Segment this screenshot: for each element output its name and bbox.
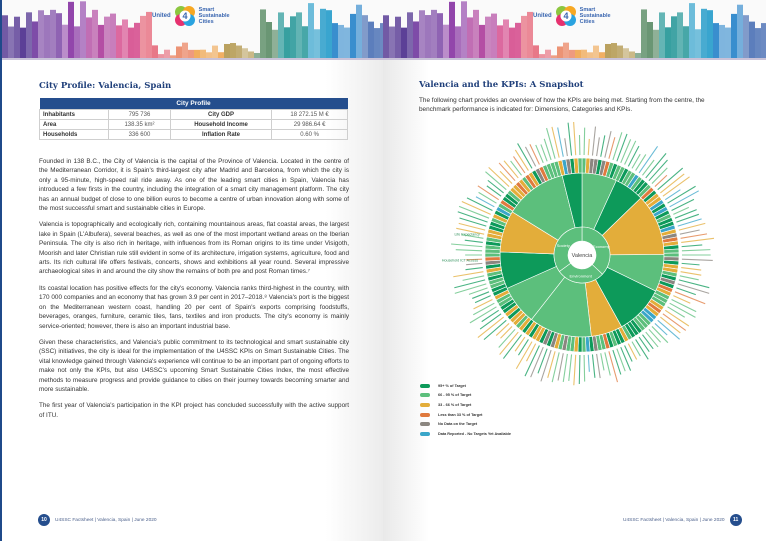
row-label: Area	[40, 120, 109, 130]
page-number-badge: 11	[730, 514, 742, 526]
kpi-label	[682, 263, 700, 265]
kpi-label	[487, 186, 501, 196]
kpi-label	[455, 284, 486, 293]
kpi-label	[680, 276, 699, 280]
banner-bottom-line	[2, 58, 385, 60]
skyline-building	[503, 19, 509, 60]
legend-swatch	[420, 432, 430, 436]
kpi-label	[504, 161, 518, 178]
legend-item	[420, 410, 511, 420]
kpi-label	[672, 199, 694, 210]
kpi-label	[613, 132, 622, 160]
legend-swatch	[420, 422, 430, 426]
skyline-building	[695, 29, 701, 60]
kpi-label	[601, 353, 604, 370]
kpi-label	[558, 128, 564, 157]
kpi-label	[681, 268, 701, 271]
skyline-building	[284, 27, 290, 60]
skyline-building	[140, 16, 146, 60]
kpi-label	[588, 355, 589, 372]
kpi-label	[538, 349, 547, 374]
skyline-building	[44, 15, 50, 60]
kpi-label	[476, 197, 494, 207]
kpi-label	[473, 303, 494, 315]
kpi-label	[511, 161, 522, 175]
legend-item	[420, 419, 511, 429]
paragraph: The first year of Valencia's participation in the KPI project has concluded successfully with the active support of ITU.	[39, 402, 349, 419]
header-banner	[383, 0, 766, 60]
section-title: Valencia and the KPIs: A Snapshot	[419, 80, 584, 90]
kpi-label	[565, 138, 568, 156]
kpi-label	[652, 168, 667, 184]
chart-center-label: Valencia	[571, 253, 593, 259]
kpi-label	[681, 272, 702, 275]
right-page	[383, 0, 766, 541]
skyline-building	[647, 22, 653, 60]
legend-swatch	[420, 403, 430, 407]
skyline-building	[641, 9, 647, 60]
skyline-building	[260, 9, 266, 60]
header-banner	[2, 0, 385, 60]
skyline-building	[68, 2, 74, 60]
kpi-label	[628, 146, 639, 166]
skyline-building	[749, 22, 755, 60]
skyline-building	[50, 10, 56, 60]
kpi-label	[569, 354, 572, 381]
skyline-building	[80, 1, 86, 60]
kpi-label	[474, 299, 493, 308]
kpi-label	[463, 276, 485, 281]
skyline-building	[290, 16, 296, 60]
skyline-building	[407, 12, 413, 60]
skyline-building	[116, 25, 122, 60]
table-row	[40, 130, 348, 140]
skyline-building	[338, 25, 344, 60]
skyline-building	[344, 28, 350, 60]
kpi-segment	[485, 253, 500, 257]
skyline-building	[368, 22, 374, 60]
skyline-building	[74, 26, 80, 60]
skyline-building	[605, 44, 611, 60]
skyline-building	[362, 15, 368, 60]
skyline-building	[266, 22, 272, 60]
skyline-building	[356, 5, 362, 60]
skyline-building	[665, 27, 671, 60]
kpi-label	[500, 326, 512, 338]
kpi-label	[605, 352, 610, 375]
skyline-building	[272, 30, 278, 60]
row-value: 795 736	[109, 110, 171, 120]
kpi-label	[642, 335, 653, 349]
skyline-building	[743, 15, 749, 60]
kpi-label	[639, 146, 657, 173]
skyline-building	[56, 13, 62, 60]
kpi-label	[682, 250, 710, 251]
kpi-label	[574, 355, 576, 385]
skyline-building	[176, 46, 182, 60]
kpi-text-label: Household ICT Access	[441, 258, 479, 263]
skyline-building	[38, 10, 44, 60]
kpi-label	[672, 299, 697, 311]
row-label-2: Inflation Rate	[170, 130, 271, 140]
legend-item	[420, 400, 511, 410]
skyline-building	[401, 28, 407, 60]
skyline-building	[725, 28, 731, 60]
kpi-label	[496, 323, 509, 335]
legend-item	[420, 381, 511, 391]
kpi-label	[682, 259, 713, 260]
skyline-building	[455, 26, 461, 60]
skyline-building	[62, 25, 68, 60]
skyline-building	[92, 10, 98, 60]
skyline-building	[563, 43, 569, 60]
paragraph: Founded in 138 B.C., the City of Valencia is the capital of the Province of Valencia. Located in the centre of the Mediterranean Corridor, it is Spain's third-largest city after Madrid and Barcelona, from which the city is only a 95-minute, high-speed rail ride away. As one of the leading smart cities in Spain, Valencia has introduced a few firsts in the country, including the integration of a smart city management platform. The city has an annual budget of close to one billion euros to become a centre of urban innovation along with some of the most successful smart and sustainable cities in Europe.	[39, 158, 349, 213]
row-label: Households	[40, 130, 109, 140]
skyline-building	[128, 28, 134, 60]
skyline-building	[659, 12, 665, 60]
skyline-building	[2, 15, 8, 60]
kpi-label	[646, 332, 658, 347]
legend-label: Data Reported - No Targets Yet Available	[438, 431, 512, 436]
kpi-label	[665, 190, 680, 200]
kpi-text-label: Life Expectancy	[454, 232, 480, 237]
legend-swatch	[420, 413, 430, 417]
skyline-building	[443, 25, 449, 60]
skyline-building	[14, 17, 20, 60]
kpi-label	[579, 355, 580, 384]
skyline-building	[122, 19, 128, 60]
dimension-label: Society	[556, 242, 570, 248]
chart-legend	[420, 381, 511, 439]
table-row	[40, 120, 348, 130]
kpi-label	[453, 272, 483, 277]
kpi-label	[526, 344, 535, 362]
kpi-label	[584, 355, 585, 382]
row-value-2: 18 272.15 M €	[272, 110, 348, 120]
skyline-building	[491, 14, 497, 60]
kpi-label	[482, 310, 499, 321]
skyline-building	[677, 12, 683, 60]
table-caption: City Profile	[40, 98, 348, 110]
kpi-label	[465, 240, 483, 242]
page-title: City Profile: Valencia, Spain	[39, 81, 172, 91]
kpi-label	[458, 212, 488, 222]
kpi-label	[681, 238, 714, 242]
legend-label: Less than 33 % of Target	[438, 412, 483, 417]
kpi-label	[678, 284, 709, 293]
skyline-building	[737, 5, 743, 60]
logo-digit: 4	[563, 11, 569, 21]
kpi-label	[617, 134, 627, 161]
kpi-label	[625, 141, 636, 165]
skyline-building	[8, 27, 14, 60]
kpi-label	[680, 230, 700, 234]
skyline-building	[26, 12, 32, 60]
row-value-2: 29 986.64 €	[272, 120, 348, 130]
skyline-building	[374, 28, 380, 60]
skyline-building	[395, 17, 401, 60]
kpi-label	[558, 353, 563, 380]
skyline-building	[689, 3, 695, 60]
kpi-label	[456, 250, 482, 251]
skyline-building	[473, 10, 479, 60]
kpi-label	[636, 339, 649, 359]
kpi-label	[568, 123, 571, 156]
skyline-building	[617, 46, 623, 60]
skyline-building	[731, 14, 737, 60]
logo-mark-icon	[174, 6, 196, 26]
skyline-building	[134, 23, 140, 60]
kpi-segment	[485, 257, 500, 261]
kpi-segment	[578, 158, 582, 173]
row-label-2: City GDP	[170, 110, 271, 120]
kpi-segment	[582, 337, 586, 352]
skyline-building	[485, 17, 491, 60]
skyline-building	[302, 26, 308, 60]
kpi-label	[479, 192, 497, 203]
skyline-building	[383, 15, 389, 60]
kpi-label	[655, 323, 667, 335]
kpi-label	[500, 171, 512, 183]
legend-label: 66 - 95 % of Target	[438, 393, 472, 398]
skyline-building	[461, 1, 467, 60]
kpi-label	[563, 354, 567, 382]
skyline-building	[431, 10, 437, 60]
skyline-building	[425, 15, 431, 60]
skyline-building	[515, 23, 521, 60]
paragraph: Its coastal location has positive effects for the city's economy. Valencia ranks third-highest in the country, with 170 000 companies and an economy that has grown 3.9 per cent in 2017–2018.⁸ Valencia's port is the biggest on the Mediterranean western coast, handling 20 per cent of Spain's exports comprising foodstuffs, beverages, oranges, furniture, ceramic tiles, fans, textiles and iron products. The city's economy is mainly service-oriented; however, there is also an important industrial base.	[39, 284, 349, 330]
skyline-building	[389, 27, 395, 60]
kpi-label	[584, 128, 585, 155]
footer-text: U4SSC Factsheet | Valencia, Spain | June 2020	[55, 517, 157, 523]
kpi-label	[658, 168, 683, 190]
table-row	[40, 110, 348, 120]
kpi-label	[601, 135, 605, 156]
kpi-label	[597, 137, 600, 156]
footer-right	[623, 514, 742, 526]
legend-item	[420, 429, 511, 439]
skyline-building	[308, 3, 314, 60]
skyline-building	[611, 43, 617, 60]
skyline-building	[713, 23, 719, 60]
legend-swatch	[420, 384, 430, 388]
skyline-building	[326, 10, 332, 60]
kpi-label	[592, 127, 595, 156]
kpi-label	[515, 150, 528, 171]
kpi-label	[592, 354, 594, 377]
logo-text-right: Smart Sustainable Cities	[579, 7, 611, 25]
kpi-label	[466, 268, 483, 270]
footer-left	[38, 514, 157, 526]
row-label-2: Household Income	[170, 120, 271, 130]
kpi-label	[513, 156, 524, 172]
skyline-building	[707, 10, 713, 60]
dimension-label: Economy	[592, 244, 610, 250]
skyline-building	[278, 12, 284, 60]
paragraph: Valencia is topographically and ecologically rich, containing mountainous areas, flat coastal areas, the largest lake in Spain (L'Albufera), several beaches, as well as one of the most important wetland areas on the Iberian Peninsula. The city is also rich in heritage, with influences from its Roman origins to its time under Visigoth, Moorish and later Christian rule still evident in some of its architecture, irrigation systems, agriculture, food and arts. Its rich cultural life offers festivals, concerts, shows and exhibitions all year round. Several impressive archaeological sites in and around the city show the remains of both pre and post Roman times.⁷	[39, 221, 349, 276]
skyline-building	[350, 14, 356, 60]
skyline-building	[671, 16, 677, 60]
skyline-building	[212, 46, 218, 60]
kpi-label	[518, 339, 528, 355]
kpi-label	[459, 206, 489, 218]
skyline-building	[449, 2, 455, 60]
legend-label: 95+ % of Target	[438, 383, 466, 388]
row-value-2: 0.60 %	[272, 130, 348, 140]
skyline-building	[32, 21, 38, 60]
body-text	[39, 157, 349, 427]
skyline-building	[479, 25, 485, 60]
skyline-building	[557, 46, 563, 60]
legend-swatch	[420, 393, 430, 397]
skyline-building	[296, 12, 302, 60]
skyline-building	[593, 46, 599, 60]
logo-text-united: United	[533, 13, 552, 19]
kpi-label	[682, 245, 703, 247]
kpi-label	[679, 280, 709, 288]
kpi-label	[639, 337, 649, 352]
skyline-building	[437, 13, 443, 60]
kpi-label	[636, 154, 646, 170]
kpi-label	[668, 307, 685, 317]
row-label: Inhabitants	[40, 110, 109, 120]
kpi-sunburst-chart	[441, 125, 712, 385]
skyline-building	[182, 43, 188, 60]
skyline-building	[755, 28, 761, 60]
kpi-label	[621, 347, 631, 370]
kpi-label	[454, 280, 485, 288]
skyline-building	[653, 30, 659, 60]
kpi-label	[466, 263, 482, 264]
logo-mark-icon	[555, 6, 577, 26]
city-profile-table	[39, 98, 348, 140]
row-value: 336 600	[109, 130, 171, 140]
legend-item	[420, 391, 511, 401]
logo-digit: 4	[182, 11, 188, 21]
banner-bottom-line	[383, 58, 766, 60]
footer-text: U4SSC Factsheet | Valencia, Spain | June 2020	[623, 517, 725, 523]
skyline-building	[761, 23, 766, 60]
skyline-building	[701, 9, 707, 60]
kpi-label	[642, 160, 654, 175]
row-value: 138.35 km²	[109, 120, 171, 130]
skyline-building	[332, 23, 338, 60]
legend-label: No Data on the Target	[438, 422, 478, 427]
kpi-label	[525, 147, 535, 167]
page-number-badge: 10	[38, 514, 50, 526]
dimension-label: Environment	[569, 273, 592, 279]
kpi-label	[621, 139, 631, 162]
skyline-building	[20, 28, 26, 60]
skyline-building	[236, 46, 242, 60]
skyline-building	[224, 44, 230, 60]
intro-text: The following chart provides an overview of how the KPIs are being met. Starting from the centre, the benchmark performance is indicated for: Dimensions, Categories and KPIs.	[419, 97, 705, 113]
kpi-label	[574, 122, 576, 155]
paragraph: Given these characteristics, and Valencia's public commitment to its technological and smart sustainable city (SSC) initiatives, the city is ideal for the implementation of the U4SSC KPIs on Smart Sustainable Cities. The vital knowledge gained through Valencia's experience will continue to be an important part of ongoing efforts to make not only the KPIs, but also U4SSC's upcoming Smart Sustainable Cities Index, the most effective methods to measure progress and provide guidance to cities on their journey towards becoming smarter and more sustainable.	[39, 338, 349, 393]
kpi-label	[655, 175, 667, 186]
skyline-building	[86, 17, 92, 60]
skyline-building	[104, 17, 110, 60]
skyline-building	[683, 26, 689, 60]
skyline-building	[413, 21, 419, 60]
u4ssc-logo	[152, 6, 230, 26]
skyline-building	[110, 14, 116, 60]
skyline-building	[98, 25, 104, 60]
kpi-segment	[664, 253, 679, 257]
u4ssc-logo	[533, 6, 611, 26]
skyline-building	[314, 29, 320, 60]
kpi-label	[675, 292, 705, 304]
skyline-building	[467, 17, 473, 60]
kpi-label	[488, 180, 504, 193]
skyline-building	[521, 16, 527, 60]
kpi-label	[515, 337, 525, 351]
skyline-building	[497, 25, 503, 60]
skyline-building	[419, 10, 425, 60]
skyline-building	[533, 45, 539, 60]
logo-text-right: Smart Sustainable Cities	[198, 7, 230, 25]
skyline-building	[719, 25, 725, 60]
skyline-building	[320, 9, 326, 60]
skyline-building	[509, 28, 515, 60]
skyline-building	[230, 43, 236, 60]
kpi-label	[530, 144, 540, 164]
kpi-label	[588, 139, 589, 155]
logo-text-united: United	[152, 13, 171, 19]
kpi-label	[541, 350, 551, 381]
skyline-building	[152, 45, 158, 60]
kpi-label	[681, 234, 707, 238]
kpi-segment	[664, 249, 679, 253]
kpi-label	[451, 244, 482, 247]
kpi-label	[675, 210, 697, 219]
kpi-label	[649, 329, 661, 342]
kpi-label	[597, 354, 601, 378]
kpi-label	[609, 351, 618, 382]
legend-label: 33 - 66 % of Target	[438, 402, 472, 407]
